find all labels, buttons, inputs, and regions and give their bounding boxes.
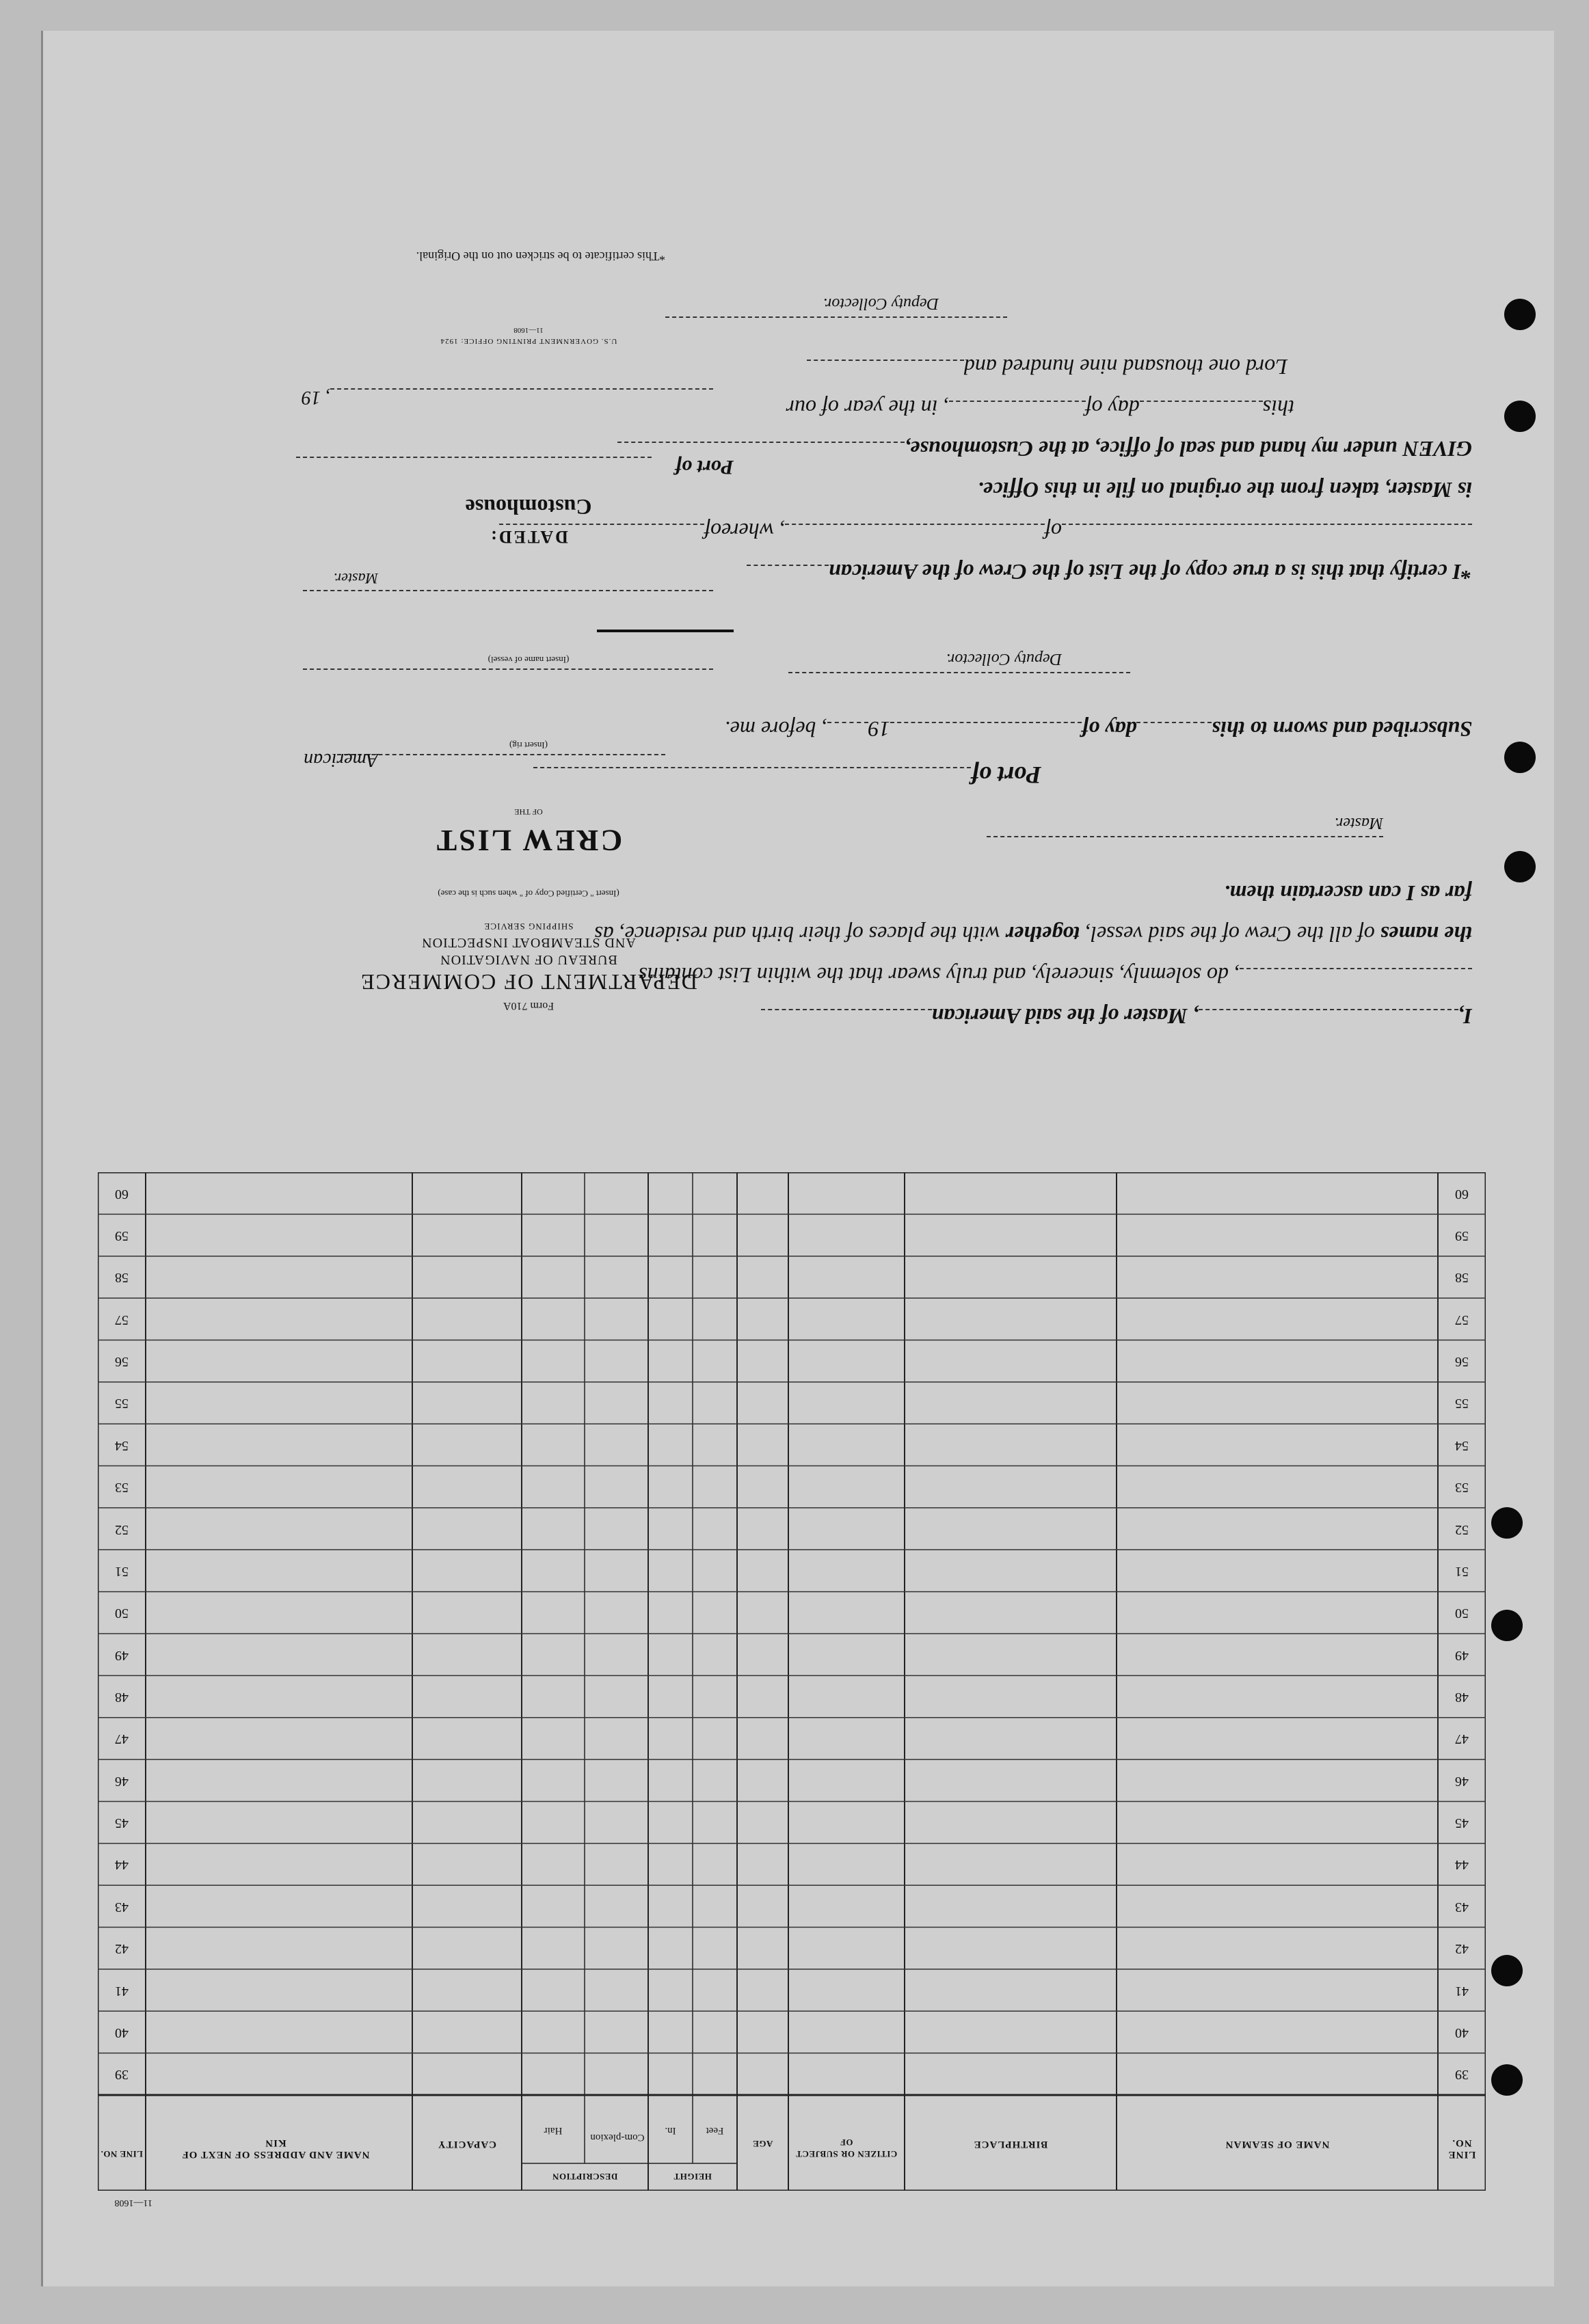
row-number: 45 (115, 1815, 129, 1831)
row-number: 56 (1455, 1354, 1469, 1370)
header-height: HEIGHT (673, 2172, 712, 2182)
oath-line-4: far as I can ascertain them. (1224, 881, 1472, 906)
of-the: OF THE (514, 807, 543, 817)
certificate-footnote: *This certificate to be stricken out on the Original. (416, 249, 665, 263)
cover-port-of: Port of (675, 456, 734, 478)
shipping-service: SHIPPING SERVICE (483, 921, 574, 932)
cover-master-label: Master. (333, 570, 378, 587)
row-number: 39 (1455, 2067, 1469, 2083)
header-line-no-right: LINE NO. (101, 2149, 143, 2159)
port-of: Port of (533, 761, 1041, 789)
cover-form-code: 11—1608 (513, 326, 544, 334)
header-hair: Hair (544, 2125, 563, 2136)
row-number: 43 (115, 1899, 129, 1915)
row-number: 39 (115, 2067, 129, 2083)
row-number: 53 (115, 1480, 129, 1496)
row-number: 48 (115, 1690, 129, 1705)
row-number: 52 (1455, 1522, 1469, 1537)
oath-line-3: the names of all the Crew of the said vessel, together with the places of their birth and residence, as (594, 922, 1472, 947)
row-number: 49 (1455, 1647, 1469, 1663)
bureau-line-1: BUREAU OF NAVIGATION (440, 952, 617, 967)
header-feet: Feet (706, 2125, 724, 2136)
header-name-of-seaman: NAME OF SEAMAN (1225, 2139, 1330, 2150)
row-number: 60 (1455, 1186, 1469, 1202)
department-title: DEPARTMENT OF COMMERCE (360, 970, 697, 995)
subscribed-line: Subscribed and sworn to thisday of19, before me. (724, 717, 1472, 742)
row-number: 55 (1455, 1396, 1469, 1411)
header-capacity: CAPACITY (437, 2139, 497, 2150)
row-number: 46 (1455, 1773, 1469, 1789)
given-line: GIVEN under my hand and seal of office, at the Customhouse, (617, 436, 1472, 461)
rig-line (337, 754, 665, 755)
crew-list-form (43, 31, 1554, 2286)
deputy-signature-line-1 (788, 672, 1130, 673)
header-birthplace: BIRTHPLACE (973, 2139, 1048, 2150)
row-number: 53 (1455, 1480, 1469, 1496)
table-form-code: 11—1608 (114, 2198, 152, 2208)
header-age: AGE (752, 2139, 773, 2149)
row-lines (98, 1214, 1486, 2053)
row-number: 45 (1455, 1815, 1469, 1831)
row-number: 56 (115, 1354, 129, 1370)
table-grid (98, 1172, 1486, 2191)
row-number: 54 (1455, 1437, 1469, 1453)
row-number: 44 (115, 1857, 129, 1873)
bureau-line-2: AND STEAMBOAT INSPECTION (421, 935, 636, 950)
vessel-line (303, 668, 713, 670)
document-sheet (41, 31, 1554, 2286)
insert-vessel: (Insert name of vessel) (488, 655, 570, 665)
header-line-no: LINE NO. (1447, 2137, 1476, 2160)
printing-office: U.S. GOVERNMENT PRINTING OFFICE: 1924 (440, 337, 617, 345)
cover-date-line (330, 388, 713, 390)
row-number: 50 (115, 1606, 129, 1621)
row-number: 47 (115, 1731, 129, 1747)
this-day-line: thisday of, in the year of our (786, 396, 1294, 420)
row-number: 57 (115, 1312, 129, 1327)
crew-table (98, 1172, 1486, 2191)
deputy-collector-label-2: Deputy Collector. (823, 295, 939, 312)
row-number: 54 (115, 1437, 129, 1453)
row-number: 52 (115, 1522, 129, 1537)
header-description: DESCRIPTION (552, 2172, 618, 2182)
row-number: 48 (1455, 1690, 1469, 1705)
header-complexion: Com-plexion (590, 2132, 645, 2143)
row-number: 46 (115, 1773, 129, 1789)
row-number: 44 (1455, 1857, 1469, 1873)
row-number: 40 (115, 2025, 129, 2040)
row-number: 51 (115, 1563, 129, 1579)
cover-year: , 19 (302, 387, 330, 408)
row-number: 50 (1455, 1606, 1469, 1621)
row-number: 59 (1455, 1228, 1469, 1244)
oath-line-1: I,, Master of the said American (761, 1003, 1472, 1029)
row-number: 43 (1455, 1899, 1469, 1915)
deputy-signature-line-2 (665, 316, 1007, 318)
row-number: 49 (115, 1647, 129, 1663)
insert-certified-note: (Insert " Certified Copy of " when such is the case) (438, 889, 619, 899)
header-inches: In. (665, 2125, 676, 2136)
insert-rig: (Insert rig) (509, 740, 548, 751)
row-number: 58 (1455, 1270, 1469, 1286)
separator-rule (597, 630, 734, 632)
row-number: 58 (115, 1270, 129, 1286)
row-number: 41 (1455, 1983, 1469, 1999)
row-number: 60 (115, 1186, 129, 1202)
row-number: 47 (1455, 1731, 1469, 1747)
crew-list-title: CREW LIST (434, 824, 623, 857)
certify-of-line: of, whereof (499, 518, 1472, 543)
cover-port-line (296, 457, 652, 458)
header-next-of-kin: NAME AND ADDRESS OF NEXT OF KIN (181, 2137, 370, 2160)
lord-line: Lord one thousand nine hundred and (807, 354, 1472, 379)
row-number: 59 (115, 1228, 129, 1244)
is-master-line: is Master, taken from the original on file in this Office. (977, 478, 1472, 502)
row-number: 51 (1455, 1563, 1469, 1579)
row-number: 42 (1455, 1941, 1469, 1957)
certify-line: *I certify that this is a true copy of the List of the Crew of the American (747, 559, 1472, 584)
row-number: 57 (1455, 1312, 1469, 1327)
deputy-collector-label-1: Deputy Collector. (946, 650, 1062, 668)
row-number: 41 (115, 1983, 129, 1999)
american-label: American (304, 749, 378, 770)
row-number: 42 (115, 1941, 129, 1957)
cover-master-line (303, 590, 713, 591)
oath-line-2: , do solemnly, sincerely, and truly swear that the within List contains (639, 962, 1472, 988)
master-signature-line (987, 836, 1383, 837)
row-number: 40 (1455, 2025, 1469, 2040)
customhouse-label: Customhouse (465, 495, 592, 519)
dated-label: DATED: (489, 527, 568, 547)
master-signature-label: Master. (1334, 814, 1383, 832)
form-number: Form 710A (503, 1000, 555, 1012)
header-citizen: CITIZEN OR SUBJECT OF (795, 2137, 898, 2159)
row-number: 55 (115, 1396, 129, 1411)
